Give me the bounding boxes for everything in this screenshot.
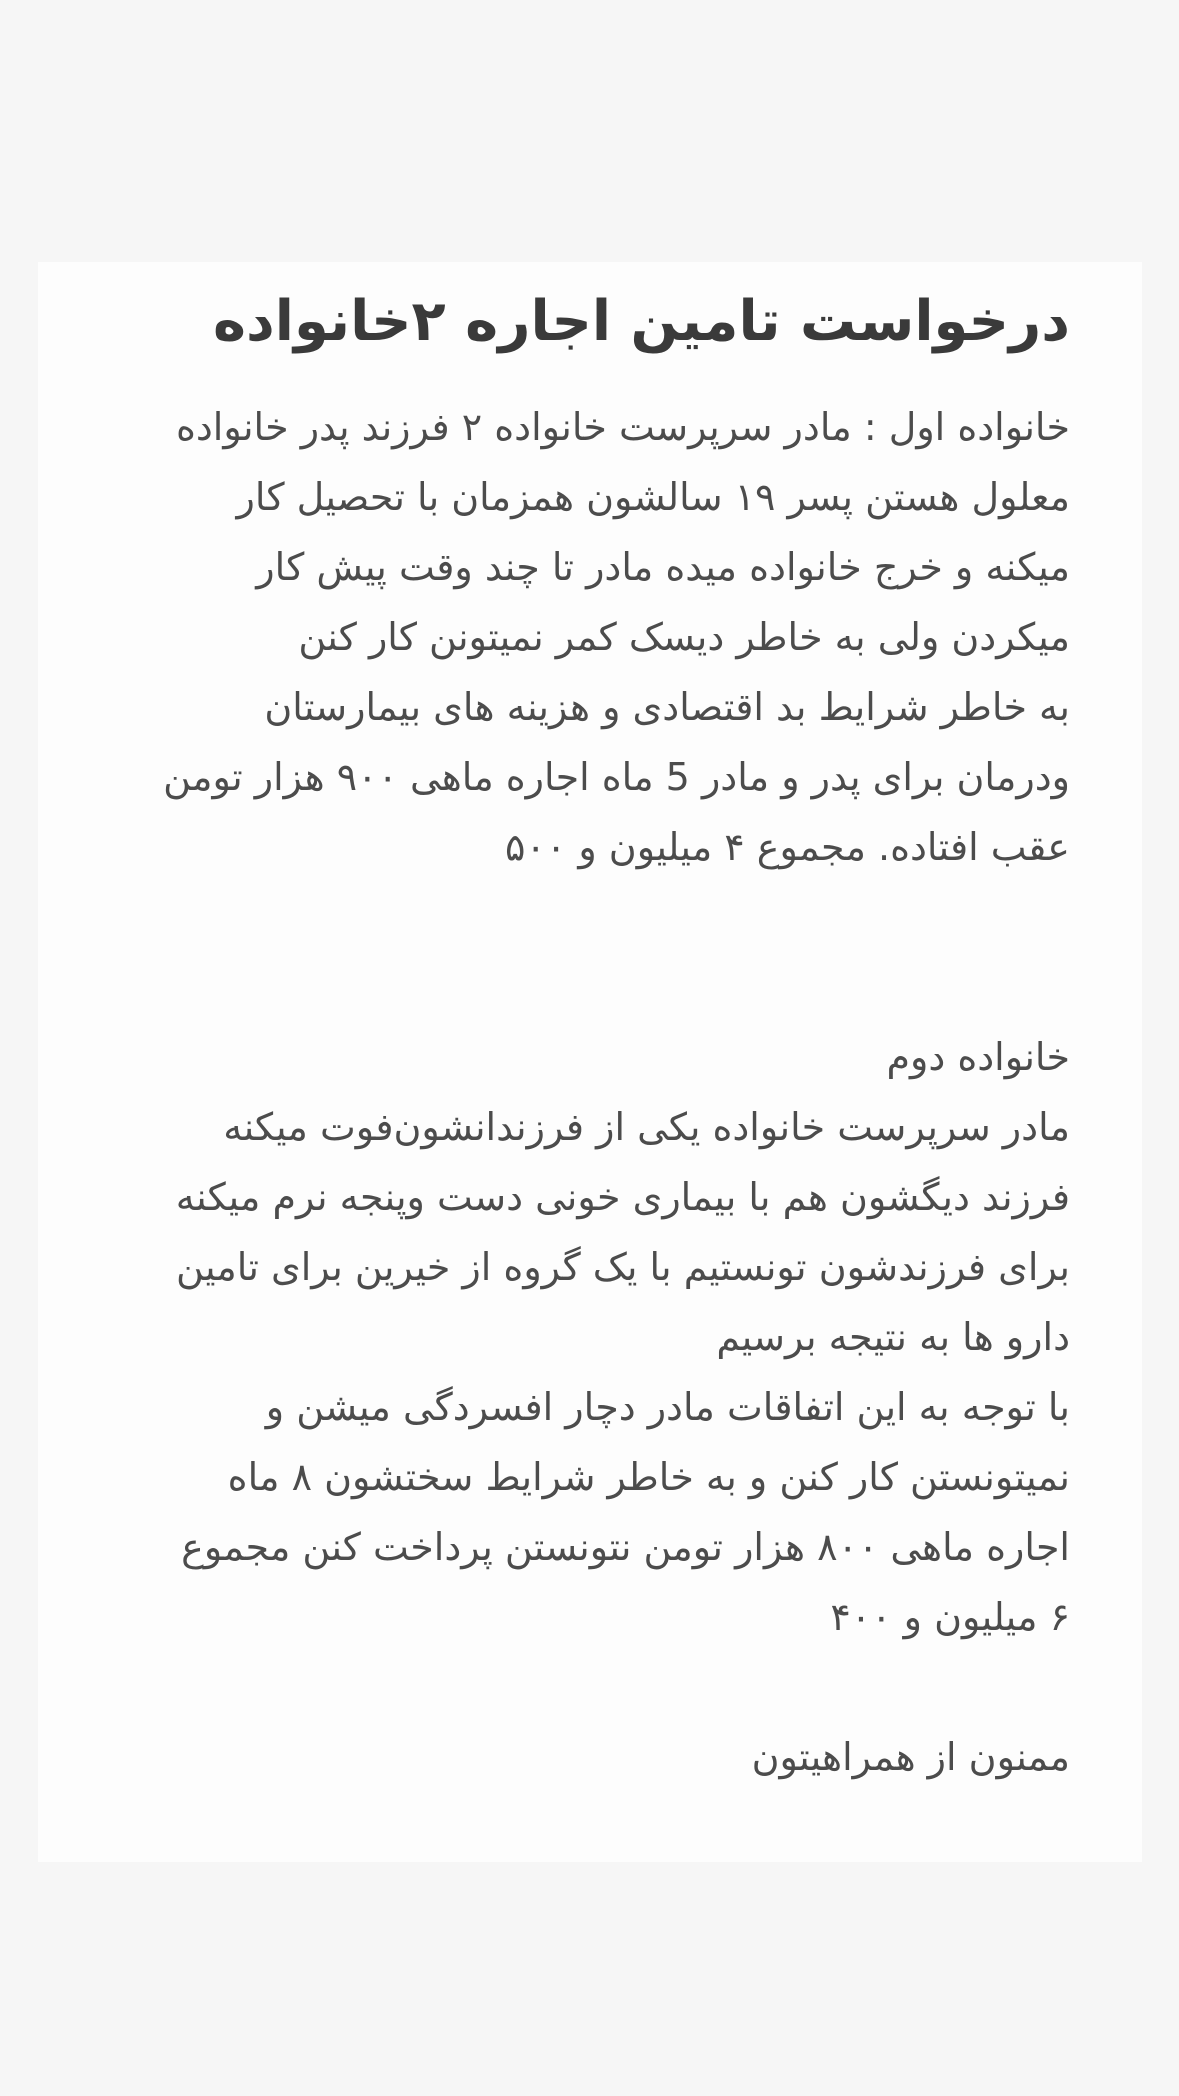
text-line: دارو ها به نتیجه برسیم [716, 1315, 1070, 1359]
text-line: ۶ میلیون و ۴۰۰ [830, 1595, 1070, 1639]
document-card [38, 262, 1142, 1862]
text-line: خانواده دوم [886, 1035, 1070, 1079]
document-body [98, 392, 1070, 1792]
text-line: با توجه به این اتفاقات مادر دچار افسردگی میشن و [265, 1385, 1070, 1429]
text-line: مادر سرپرست خانواده یکی از فرزندانشون‌فوت میکنه [223, 1105, 1070, 1149]
text-line: عقب افتاده. مجموع ۴ میلیون و ۵۰۰ [505, 825, 1070, 869]
family-two-section [98, 1022, 1070, 1652]
text-line: معلول هستن پسر ۱۹ سالشون همزمان با تحصیل کار [236, 475, 1070, 519]
paragraph-spacer [98, 1652, 1070, 1722]
text-line: نمیتونستن کار کنن و به خاطر شرایط سختشون ۸ ماه [227, 1455, 1070, 1499]
text-line: به خاطر شرایط بد اقتصادی و هزینه های بیمارستان [264, 685, 1070, 729]
text-line: خانواده اول : مادر سرپرست خانواده ۲ فرزند پدر خانواده [175, 405, 1070, 449]
paragraph-spacer [98, 882, 1070, 1022]
text-line: میکردن ولی به خاطر دیسک کمر نمیتونن کار کنن [298, 615, 1070, 659]
document-title: درخواست تامین اجاره ۲خانواده [212, 289, 1070, 354]
text-line: فرزند دیگشون هم با بیماری خونی دست وپنجه نرم میکنه [175, 1175, 1070, 1219]
text-line: اجاره ماهی ۸۰۰ هزار تومن نتونستن پرداخت کنن مجموع [181, 1525, 1070, 1569]
family-one-section [98, 392, 1070, 882]
text-line: برای فرزندشون تونستیم با یک گروه از خیرین برای تامین [176, 1245, 1070, 1289]
text-line: ودرمان برای پدر و مادر 5 ماه اجاره ماهی ۹۰۰ هزار تومن [163, 755, 1070, 799]
text-line: میکنه و خرج خانواده میده مادر تا چند وقت پیش کار [256, 545, 1070, 589]
closing-line: ممنون از همراهیتون [751, 1735, 1070, 1779]
